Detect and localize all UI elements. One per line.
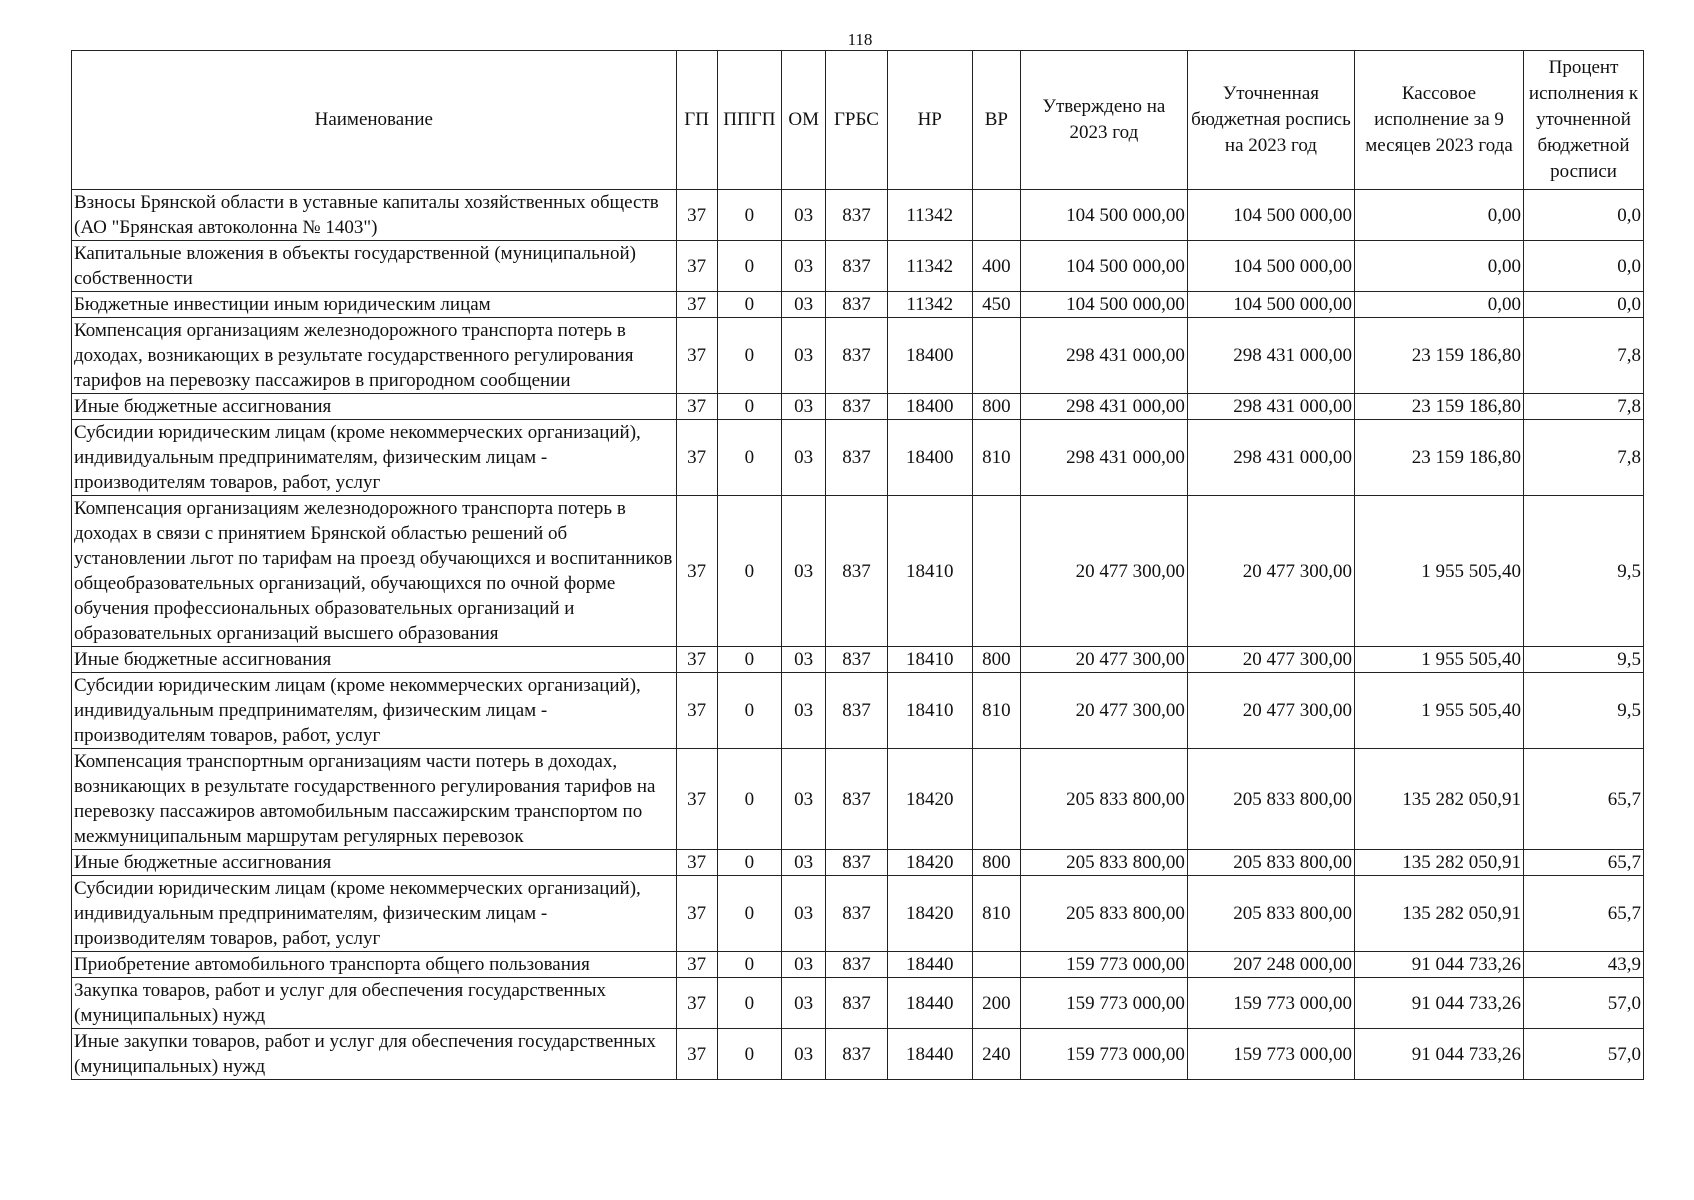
header-grbs: ГРБС [826, 51, 887, 190]
cell-name: Бюджетные инвестиции иным юридическим лицам [72, 292, 677, 318]
cell-nr: 18420 [887, 749, 972, 850]
cell-approved: 20 477 300,00 [1020, 647, 1187, 673]
cell-gp: 37 [676, 850, 717, 876]
cell-om: 03 [782, 1029, 826, 1080]
cell-approved: 159 773 000,00 [1020, 978, 1187, 1029]
cell-vr: 450 [972, 292, 1020, 318]
cell-name: Иные закупки товаров, работ и услуг для обеспечения государственных (муниципальных) нужд [72, 1029, 677, 1080]
cell-approved: 20 477 300,00 [1020, 673, 1187, 749]
cell-cash: 91 044 733,26 [1354, 952, 1523, 978]
cell-approved: 20 477 300,00 [1020, 496, 1187, 647]
cell-vr: 810 [972, 673, 1020, 749]
cell-grbs: 837 [826, 394, 887, 420]
cell-grbs: 837 [826, 647, 887, 673]
page-number: 118 [847, 30, 873, 49]
cell-ppgp: 0 [717, 318, 782, 394]
table-row [72, 496, 1644, 647]
header-percent: Процент исполнения к уточненной бюджетной росписи [1524, 51, 1644, 190]
cell-nr: 18440 [887, 952, 972, 978]
cell-gp: 37 [676, 647, 717, 673]
cell-grbs: 837 [826, 1029, 887, 1080]
cell-om: 03 [782, 850, 826, 876]
cell-nr: 11342 [887, 241, 972, 292]
cell-approved: 298 431 000,00 [1020, 420, 1187, 496]
table-row [72, 318, 1644, 394]
table-row [72, 241, 1644, 292]
cell-percent: 0,0 [1524, 241, 1644, 292]
cell-approved: 298 431 000,00 [1020, 394, 1187, 420]
cell-name: Субсидии юридическим лицам (кроме некоммерческих организаций), индивидуальным предпринимателям, физическим лицам - производителям товаров, работ, услуг [72, 420, 677, 496]
cell-ppgp: 0 [717, 394, 782, 420]
cell-gp: 37 [676, 952, 717, 978]
cell-refined: 20 477 300,00 [1187, 496, 1354, 647]
cell-nr: 18440 [887, 1029, 972, 1080]
cell-vr [972, 952, 1020, 978]
cell-cash: 0,00 [1354, 190, 1523, 241]
cell-percent: 9,5 [1524, 673, 1644, 749]
cell-approved: 104 500 000,00 [1020, 292, 1187, 318]
cell-vr: 800 [972, 647, 1020, 673]
cell-cash: 135 282 050,91 [1354, 850, 1523, 876]
header-ppgp: ППГП [717, 51, 782, 190]
cell-nr: 18420 [887, 850, 972, 876]
cell-ppgp: 0 [717, 876, 782, 952]
cell-cash: 91 044 733,26 [1354, 1029, 1523, 1080]
header-nr: НР [887, 51, 972, 190]
cell-nr: 18400 [887, 318, 972, 394]
cell-grbs: 837 [826, 190, 887, 241]
cell-grbs: 837 [826, 850, 887, 876]
cell-nr: 11342 [887, 292, 972, 318]
cell-refined: 20 477 300,00 [1187, 673, 1354, 749]
cell-cash: 135 282 050,91 [1354, 876, 1523, 952]
cell-gp: 37 [676, 496, 717, 647]
table-row [72, 673, 1644, 749]
table-row [72, 420, 1644, 496]
cell-percent: 0,0 [1524, 292, 1644, 318]
cell-refined: 159 773 000,00 [1187, 978, 1354, 1029]
cell-percent: 7,8 [1524, 394, 1644, 420]
cell-om: 03 [782, 978, 826, 1029]
cell-grbs: 837 [826, 673, 887, 749]
cell-gp: 37 [676, 241, 717, 292]
header-om: ОМ [782, 51, 826, 190]
cell-gp: 37 [676, 978, 717, 1029]
cell-vr [972, 749, 1020, 850]
cell-gp: 37 [676, 420, 717, 496]
cell-refined: 207 248 000,00 [1187, 952, 1354, 978]
cell-nr: 18400 [887, 420, 972, 496]
header-vr: ВР [972, 51, 1020, 190]
cell-approved: 104 500 000,00 [1020, 241, 1187, 292]
cell-name: Иные бюджетные ассигнования [72, 394, 677, 420]
cell-nr: 18440 [887, 978, 972, 1029]
table-row [72, 876, 1644, 952]
cell-om: 03 [782, 749, 826, 850]
cell-vr: 810 [972, 420, 1020, 496]
cell-om: 03 [782, 420, 826, 496]
cell-gp: 37 [676, 1029, 717, 1080]
cell-om: 03 [782, 496, 826, 647]
cell-refined: 298 431 000,00 [1187, 318, 1354, 394]
cell-grbs: 837 [826, 978, 887, 1029]
cell-grbs: 837 [826, 496, 887, 647]
cell-approved: 205 833 800,00 [1020, 876, 1187, 952]
cell-percent: 9,5 [1524, 647, 1644, 673]
cell-gp: 37 [676, 190, 717, 241]
cell-om: 03 [782, 876, 826, 952]
cell-ppgp: 0 [717, 420, 782, 496]
cell-om: 03 [782, 647, 826, 673]
cell-vr: 240 [972, 1029, 1020, 1080]
cell-cash: 0,00 [1354, 292, 1523, 318]
cell-approved: 104 500 000,00 [1020, 190, 1187, 241]
cell-ppgp: 0 [717, 952, 782, 978]
cell-name: Компенсация организациям железнодорожного транспорта потерь в доходах в связи с принятием Брянской областью решений об установлении льгот по тарифам на проезд обучающихся и воспитанников общеобразовательных организаций, обучающихся по очной форме обучения профессиональных образовательных организаций и образовательных организаций высшего образования [72, 496, 677, 647]
cell-nr: 18400 [887, 394, 972, 420]
cell-nr: 18420 [887, 876, 972, 952]
cell-refined: 104 500 000,00 [1187, 190, 1354, 241]
cell-cash: 135 282 050,91 [1354, 749, 1523, 850]
cell-refined: 20 477 300,00 [1187, 647, 1354, 673]
cell-nr: 11342 [887, 190, 972, 241]
cell-ppgp: 0 [717, 496, 782, 647]
cell-vr: 200 [972, 978, 1020, 1029]
cell-nr: 18410 [887, 647, 972, 673]
cell-grbs: 837 [826, 318, 887, 394]
cell-refined: 205 833 800,00 [1187, 749, 1354, 850]
cell-percent: 0,0 [1524, 190, 1644, 241]
cell-gp: 37 [676, 673, 717, 749]
cell-name: Капитальные вложения в объекты государственной (муниципальной) собственности [72, 241, 677, 292]
cell-refined: 205 833 800,00 [1187, 850, 1354, 876]
cell-om: 03 [782, 952, 826, 978]
cell-ppgp: 0 [717, 292, 782, 318]
cell-refined: 104 500 000,00 [1187, 241, 1354, 292]
cell-percent: 65,7 [1524, 876, 1644, 952]
cell-gp: 37 [676, 394, 717, 420]
cell-percent: 57,0 [1524, 978, 1644, 1029]
cell-om: 03 [782, 292, 826, 318]
cell-vr [972, 496, 1020, 647]
cell-name: Субсидии юридическим лицам (кроме некоммерческих организаций), индивидуальным предпринимателям, физическим лицам - производителям товаров, работ, услуг [72, 876, 677, 952]
cell-cash: 91 044 733,26 [1354, 978, 1523, 1029]
cell-percent: 57,0 [1524, 1029, 1644, 1080]
cell-grbs: 837 [826, 749, 887, 850]
cell-ppgp: 0 [717, 190, 782, 241]
cell-cash: 0,00 [1354, 241, 1523, 292]
cell-approved: 159 773 000,00 [1020, 952, 1187, 978]
cell-cash: 1 955 505,40 [1354, 673, 1523, 749]
header-approved: Утверждено на 2023 год [1020, 51, 1187, 190]
cell-ppgp: 0 [717, 1029, 782, 1080]
cell-om: 03 [782, 673, 826, 749]
cell-grbs: 837 [826, 292, 887, 318]
table-row [72, 952, 1644, 978]
header-name: Наименование [72, 51, 677, 190]
table-body [72, 190, 1644, 1080]
cell-cash: 23 159 186,80 [1354, 394, 1523, 420]
cell-cash: 23 159 186,80 [1354, 420, 1523, 496]
cell-om: 03 [782, 394, 826, 420]
cell-name: Взносы Брянской области в уставные капиталы хозяйственных обществ (АО "Брянская автоколонна № 1403") [72, 190, 677, 241]
header-cash: Кассовое исполнение за 9 месяцев 2023 года [1354, 51, 1523, 190]
budget-table [71, 50, 1644, 1080]
table-row [72, 394, 1644, 420]
cell-ppgp: 0 [717, 749, 782, 850]
header-gp: ГП [676, 51, 717, 190]
cell-vr: 400 [972, 241, 1020, 292]
cell-ppgp: 0 [717, 850, 782, 876]
cell-refined: 159 773 000,00 [1187, 1029, 1354, 1080]
cell-name: Компенсация транспортным организациям части потерь в доходах, возникающих в результате государственного регулирования тарифов на перевозку пассажиров автомобильным пассажирским транспортом по межмуниципальным маршрутам регулярных перевозок [72, 749, 677, 850]
table-row [72, 978, 1644, 1029]
cell-gp: 37 [676, 292, 717, 318]
cell-om: 03 [782, 241, 826, 292]
cell-approved: 298 431 000,00 [1020, 318, 1187, 394]
cell-vr: 810 [972, 876, 1020, 952]
cell-gp: 37 [676, 318, 717, 394]
cell-refined: 104 500 000,00 [1187, 292, 1354, 318]
table-header [72, 51, 1644, 190]
cell-name: Субсидии юридическим лицам (кроме некоммерческих организаций), индивидуальным предпринимателям, физическим лицам - производителям товаров, работ, услуг [72, 673, 677, 749]
cell-percent: 7,8 [1524, 420, 1644, 496]
cell-grbs: 837 [826, 420, 887, 496]
header-refined: Уточненная бюджетная роспись на 2023 год [1187, 51, 1354, 190]
cell-nr: 18410 [887, 496, 972, 647]
cell-cash: 1 955 505,40 [1354, 496, 1523, 647]
cell-approved: 205 833 800,00 [1020, 850, 1187, 876]
cell-percent: 9,5 [1524, 496, 1644, 647]
cell-percent: 65,7 [1524, 850, 1644, 876]
cell-name: Компенсация организациям железнодорожного транспорта потерь в доходах, возникающих в результате государственного регулирования тарифов на перевозку пассажиров в пригородном сообщении [72, 318, 677, 394]
cell-ppgp: 0 [717, 673, 782, 749]
cell-name: Приобретение автомобильного транспорта общего пользования [72, 952, 677, 978]
cell-approved: 205 833 800,00 [1020, 749, 1187, 850]
table-row [72, 850, 1644, 876]
cell-om: 03 [782, 318, 826, 394]
cell-nr: 18410 [887, 673, 972, 749]
cell-cash: 23 159 186,80 [1354, 318, 1523, 394]
cell-name: Закупка товаров, работ и услуг для обеспечения государственных (муниципальных) нужд [72, 978, 677, 1029]
table-row [72, 749, 1644, 850]
cell-grbs: 837 [826, 876, 887, 952]
cell-om: 03 [782, 190, 826, 241]
cell-vr: 800 [972, 850, 1020, 876]
cell-gp: 37 [676, 749, 717, 850]
cell-vr [972, 190, 1020, 241]
cell-ppgp: 0 [717, 978, 782, 1029]
cell-grbs: 837 [826, 241, 887, 292]
cell-percent: 7,8 [1524, 318, 1644, 394]
table-row [72, 647, 1644, 673]
cell-refined: 298 431 000,00 [1187, 394, 1354, 420]
cell-percent: 43,9 [1524, 952, 1644, 978]
cell-name: Иные бюджетные ассигнования [72, 850, 677, 876]
cell-refined: 298 431 000,00 [1187, 420, 1354, 496]
cell-cash: 1 955 505,40 [1354, 647, 1523, 673]
cell-grbs: 837 [826, 952, 887, 978]
header-row [72, 51, 1644, 190]
cell-ppgp: 0 [717, 241, 782, 292]
cell-refined: 205 833 800,00 [1187, 876, 1354, 952]
table-row [72, 1029, 1644, 1080]
cell-vr [972, 318, 1020, 394]
cell-ppgp: 0 [717, 647, 782, 673]
cell-percent: 65,7 [1524, 749, 1644, 850]
table-row [72, 292, 1644, 318]
table-row [72, 190, 1644, 241]
cell-gp: 37 [676, 876, 717, 952]
cell-name: Иные бюджетные ассигнования [72, 647, 677, 673]
cell-approved: 159 773 000,00 [1020, 1029, 1187, 1080]
cell-vr: 800 [972, 394, 1020, 420]
